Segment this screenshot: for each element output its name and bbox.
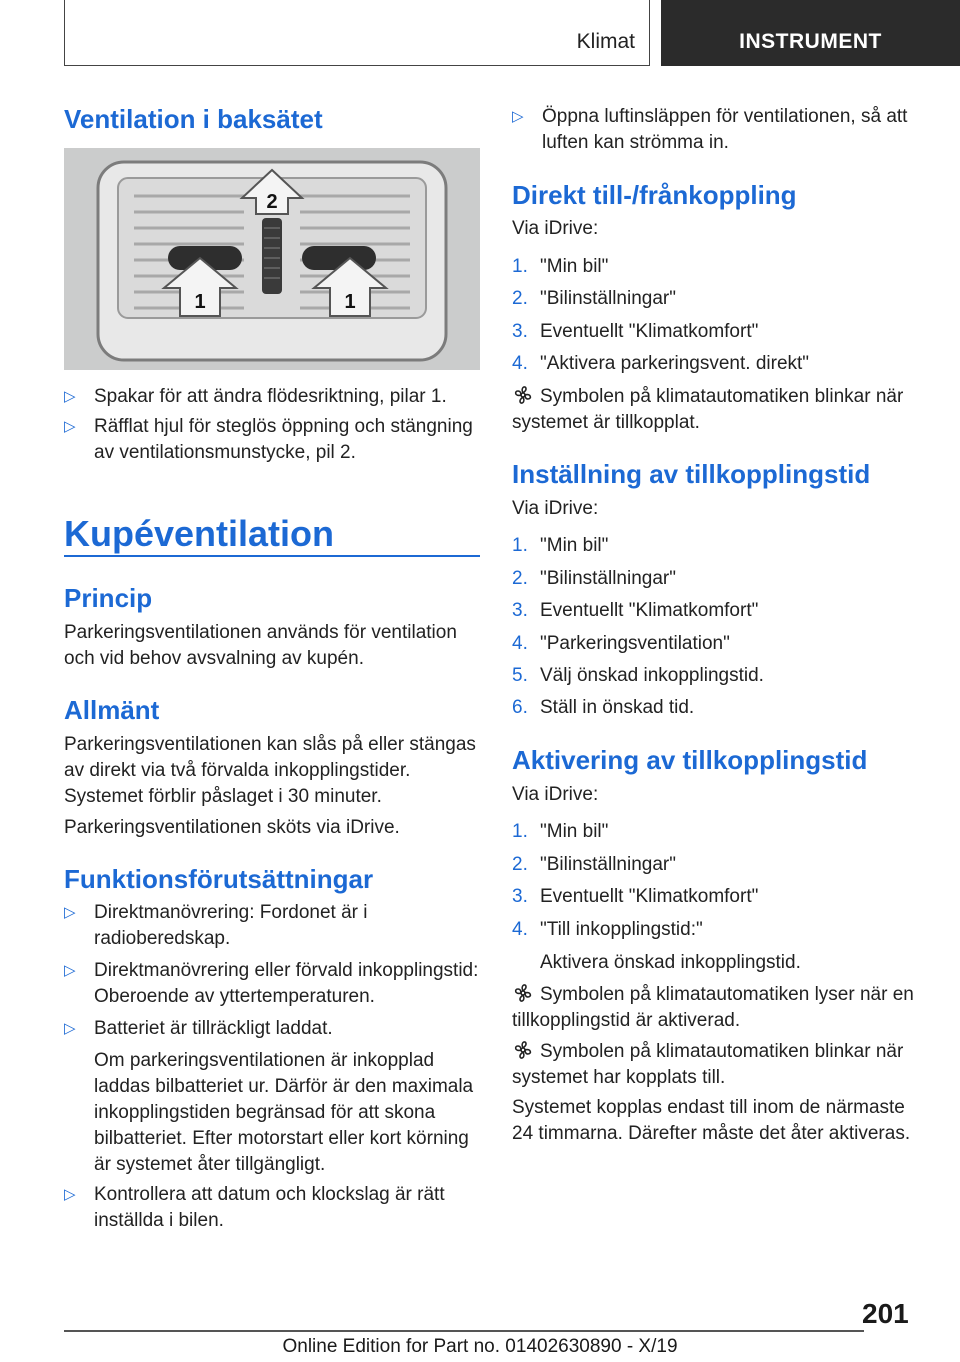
heading-princip: Princip <box>64 583 153 613</box>
figure-label-1-left: 1 <box>194 291 206 313</box>
page-header <box>64 0 960 66</box>
paragraph: Systemet kopplas endast till inom de närmaste 24 timmarna. Därefter måste det åter aktiveras. <box>512 1097 911 1144</box>
bullet-triangle-icon: ▷ <box>512 108 524 125</box>
paragraph: Parkeringsventilationen kan slås på eller stängas av direkt via två förvalda inkopplingstider. Systemet förblir påslaget i 30 minuter. <box>64 734 476 807</box>
bullet-triangle-icon: ▷ <box>64 1186 76 1203</box>
list-item: 4. "Parkeringsventilation" <box>512 633 730 654</box>
list-item: ▷ Direktmanövrering: Fordonet är i radioberedskap. <box>64 902 368 949</box>
heading-installning: Inställning av tillkopplingstid <box>512 459 871 489</box>
paragraph: Parkeringsventilationen används för ventilation och vid behov avsvalning av kupén. <box>64 622 457 669</box>
list-item: ▷ Direktmanövrering eller förvald inkopplingstid: Oberoende av yttertemperaturen. <box>64 960 479 1007</box>
list-item: 3. Eventuellt "Klimatkomfort" <box>512 600 759 621</box>
paragraph: Aktivera önskad inkopplingstid. <box>540 952 801 973</box>
list-item: 2. "Bilinställningar" <box>512 854 676 875</box>
list-item: 4. "Till inkopplingstid:" <box>512 919 703 940</box>
heading-allmant: Allmänt <box>64 695 160 725</box>
bullet-triangle-icon: ▷ <box>64 962 76 979</box>
list-item: ▷ Räfflat hjul för steglös öppning och stängning av ventilationsmunstycke, pil 2. <box>64 416 473 463</box>
bullet-triangle-icon: ▷ <box>64 1020 76 1037</box>
list-item: 2. "Bilinställningar" <box>512 288 676 309</box>
chapter-tab <box>64 0 650 66</box>
list-item: ▷ Öppna luftinsläppen för ventilationen, så att luften kan strömma in. <box>512 106 908 153</box>
list-item: 4. "Aktivera parkeringsvent. direkt" <box>512 353 810 374</box>
heading-aktivering: Aktivering av tillkopplingstid <box>512 745 868 775</box>
bullet-triangle-icon: ▷ <box>64 904 76 921</box>
via-idrive: Via iDrive: <box>512 498 599 519</box>
heading-kupeventilation: Kupéventilation <box>64 513 335 554</box>
bullet-triangle-icon: ▷ <box>64 388 76 405</box>
list-item: 5. Välj önskad inkopplingstid. <box>512 665 764 686</box>
list-item: 3. Eventuellt "Klimatkomfort" <box>512 886 759 907</box>
chapter-label: Klimat <box>576 30 635 53</box>
list-item: 1. "Min bil" <box>512 535 609 556</box>
fan-icon <box>512 983 534 1003</box>
symbol-note: Symbolen på klimatautomatiken blinkar när systemet har kopplats till. <box>512 1041 904 1088</box>
list-item: ▷ Spakar för att ändra flödesriktning, pilar 1. <box>64 384 480 410</box>
via-idrive: Via iDrive: <box>512 784 599 805</box>
figure-label-1-right: 1 <box>344 291 356 313</box>
footer-edition: Online Edition for Part no. 01402630890 - X/19 <box>282 1336 678 1357</box>
fan-icon <box>512 385 534 405</box>
section-tab: INSTRUMENT <box>661 0 960 66</box>
page-number: 201 <box>862 1298 909 1329</box>
list-item: 1. "Min bil" <box>512 256 609 277</box>
heading-funktionsforutsattningar: Funktionsförutsättningar <box>64 864 374 894</box>
bullet-triangle-icon: ▷ <box>64 418 76 435</box>
heading-rule <box>64 555 480 557</box>
symbol-note: Symbolen på klimatautomatiken blinkar när systemet är tillkopplat. <box>512 386 904 433</box>
list-item: 6. Ställ in önskad tid. <box>512 697 695 718</box>
figure-label-2: 2 <box>266 191 278 213</box>
list-item: ▷ Batteriet är tillräckligt laddat. <box>64 1016 480 1042</box>
fan-icon <box>512 1040 534 1060</box>
via-idrive: Via iDrive: <box>512 218 599 239</box>
paragraph: Om parkeringsventilationen är inkopplad laddas bilbatteriet ur. Därför är den maximala inkopplingstiden begränsad för att skona bilbatteriet. Efter motorstart eller kort körning är systemet åter tillgängligt. <box>94 1050 474 1175</box>
list-item: ▷ Kontrollera att datum och klockslag är rätt inställda i bilen. <box>64 1184 445 1231</box>
heading-direkt: Direkt till-/frånkoppling <box>512 180 797 210</box>
list-item: 3. Eventuellt "Klimatkomfort" <box>512 321 759 342</box>
paragraph: Parkeringsventilationen sköts via iDrive. <box>64 817 400 838</box>
rear-vent-figure <box>64 148 480 370</box>
symbol-note: Symbolen på klimatautomatiken lyser när en tillkopplingstid är aktiverad. <box>512 984 914 1031</box>
list-item: 1. "Min bil" <box>512 821 609 842</box>
list-item: 2. "Bilinställningar" <box>512 568 676 589</box>
footer-rule <box>64 1330 864 1332</box>
heading-ventilation-baksatet: Ventilation i baksätet <box>64 104 323 134</box>
